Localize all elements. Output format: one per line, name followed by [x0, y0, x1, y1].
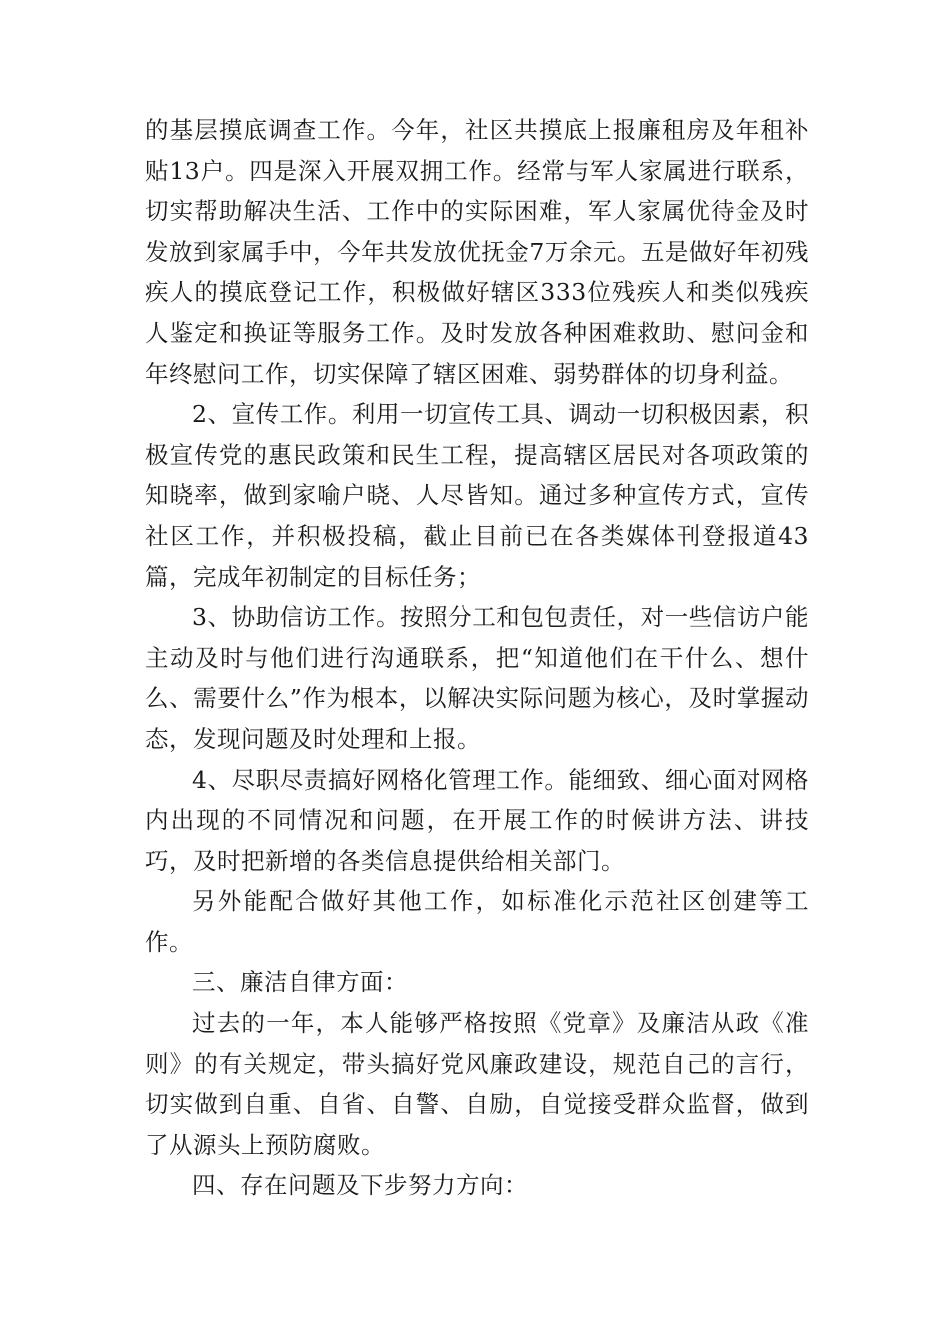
document-body [145, 110, 809, 1206]
paragraph-continuation: 的基层摸底调查工作。今年，社区共摸底上报廉租房及年租补贴13户。四是深入开展双拥工作。经常与军人家属进行联系，切实帮助解决生活、工作中的实际困难，军人家属优待金及时发放到家属手中，今年共发放优抚金7万余元。五是做好年初残疾人的摸底登记工作，积极做好辖区333位残疾人和类似残疾人鉴定和换证等服务工作。及时发放各种困难救助、慰问金和年终慰问工作，切实保障了辖区困难、弱势群体的切身利益。 [145, 116, 809, 388]
paragraph-petition-work: 3、协助信访工作。按照分工和包包责任，对一些信访户能主动及时与他们进行沟通联系，把“知道他们在干什么、想什么、需要什么”作为根本，以解决实际问题为核心，及时掌握动态，发现问题及时处理和上报。 [145, 603, 809, 753]
paragraph-other-work: 另外能配合做好其他工作，如标准化示范社区创建等工作。 [145, 887, 809, 956]
paragraph-publicity-work: 2、宣传工作。利用一切宣传工具、调动一切积极因素，积极宣传党的惠民政策和民生工程，提高辖区居民对各项政策的知晓率，做到家喻户晓、人尽皆知。通过多种宣传方式，宣传社区工作，并积极投稿，截止目前已在各类媒体刊登报道43篇，完成年初制定的目标任务； [145, 400, 809, 591]
paragraph-integrity: 过去的一年，本人能够严格按照《党章》及廉洁从政《准则》的有关规定，带头搞好党风廉政建设，规范自己的言行，切实做到自重、自省、自警、自励，自觉接受群众监督，做到了从源头上预防腐败。 [145, 1009, 809, 1159]
paragraph-grid-management: 4、尽职尽责搞好网格化管理工作。能细致、细心面对网格内出现的不同情况和问题，在开展工作的时候讲方法、讲技巧，及时把新增的各类信息提供给相关部门。 [145, 765, 809, 875]
section-heading-integrity: 三、廉洁自律方面： [192, 968, 408, 997]
section-heading-problems: 四、存在问题及下步努力方向： [192, 1171, 528, 1200]
